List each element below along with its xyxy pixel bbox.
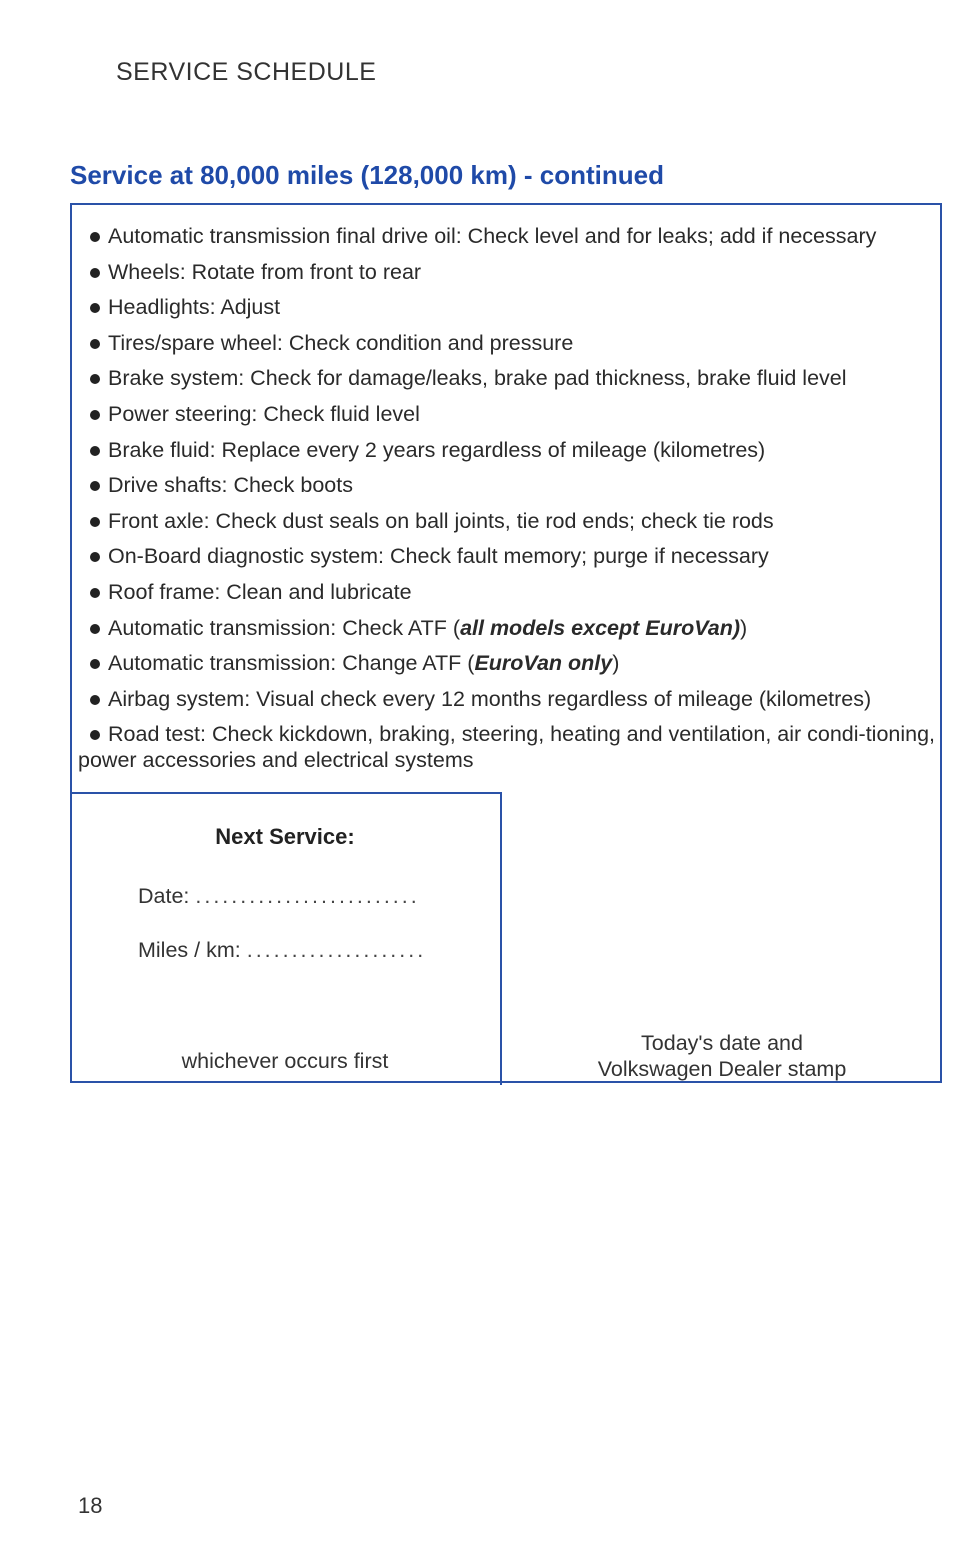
list-item: On-Board diagnostic system: Check fault memory; purge if necessary bbox=[78, 543, 936, 569]
bullet-icon bbox=[90, 624, 100, 634]
date-field bbox=[138, 884, 420, 909]
list-item: Power steering: Check fluid level bbox=[78, 401, 936, 427]
page-number: 18 bbox=[78, 1493, 103, 1518]
bullet-icon bbox=[90, 303, 100, 313]
list-item: Front axle: Check dust seals on ball joints, tie rod ends; check tie rods bbox=[78, 508, 936, 534]
service-box bbox=[70, 203, 942, 1083]
miles-km-label: Miles / km: bbox=[138, 938, 241, 962]
list-item: Roof frame: Clean and lubricate bbox=[78, 579, 936, 605]
bullet-icon bbox=[90, 588, 100, 598]
bullet-icon bbox=[90, 695, 100, 705]
whichever-note: whichever occurs first bbox=[181, 1049, 389, 1073]
service-items-list bbox=[78, 223, 936, 783]
bullet-icon bbox=[90, 410, 100, 420]
list-item-atf-check: Automatic transmission: Check ATF (all models except EuroVan)) bbox=[78, 615, 936, 641]
page-header: SERVICE SCHEDULE bbox=[116, 58, 377, 86]
bullet-icon bbox=[90, 659, 100, 669]
list-item: Tires/spare wheel: Check condition and pressure bbox=[78, 330, 936, 356]
list-item: Drive shafts: Check boots bbox=[78, 472, 936, 498]
list-item: Wheels: Rotate from front to rear bbox=[78, 259, 936, 285]
bullet-icon bbox=[90, 517, 100, 527]
list-item: Brake system: Check for damage/leaks, brake pad thickness, brake fluid level bbox=[78, 365, 936, 391]
dealer-stamp-area bbox=[502, 1030, 942, 1082]
list-item: Automatic transmission final drive oil: Check level and for leaks; add if necessary bbox=[78, 223, 936, 249]
bullet-icon bbox=[90, 339, 100, 349]
list-item: Headlights: Adjust bbox=[78, 294, 936, 320]
list-item-atf-change: Automatic transmission: Change ATF (EuroVan only) bbox=[78, 650, 936, 676]
next-service-box bbox=[70, 792, 502, 1085]
miles-km-dots: .................... bbox=[246, 938, 427, 962]
stamp-line-2: Volkswagen Dealer stamp bbox=[597, 1057, 847, 1081]
bullet-icon bbox=[90, 374, 100, 384]
bullet-icon bbox=[90, 730, 100, 740]
bullet-icon bbox=[90, 552, 100, 562]
miles-km-field bbox=[138, 938, 426, 963]
date-label: Date: bbox=[138, 884, 190, 908]
bullet-icon bbox=[90, 268, 100, 278]
list-item-airbag: Airbag system: Visual check every 12 months regardless of mileage (kilometres) bbox=[78, 686, 936, 712]
bullet-icon bbox=[90, 481, 100, 491]
bullet-icon bbox=[90, 232, 100, 242]
bullet-icon bbox=[90, 446, 100, 456]
section-title: Service at 80,000 miles (128,000 km) - continued bbox=[70, 160, 664, 190]
stamp-line-1: Today's date and bbox=[641, 1031, 803, 1055]
list-item-road-test: Road test: Check kickdown, braking, steering, heating and ventilation, air condi-tioning, power accessories and electrical systems bbox=[78, 722, 936, 773]
date-dots: ......................... bbox=[195, 884, 420, 908]
list-item: Brake fluid: Replace every 2 years regardless of mileage (kilometres) bbox=[78, 437, 936, 463]
next-service-title: Next Service: bbox=[215, 824, 355, 849]
